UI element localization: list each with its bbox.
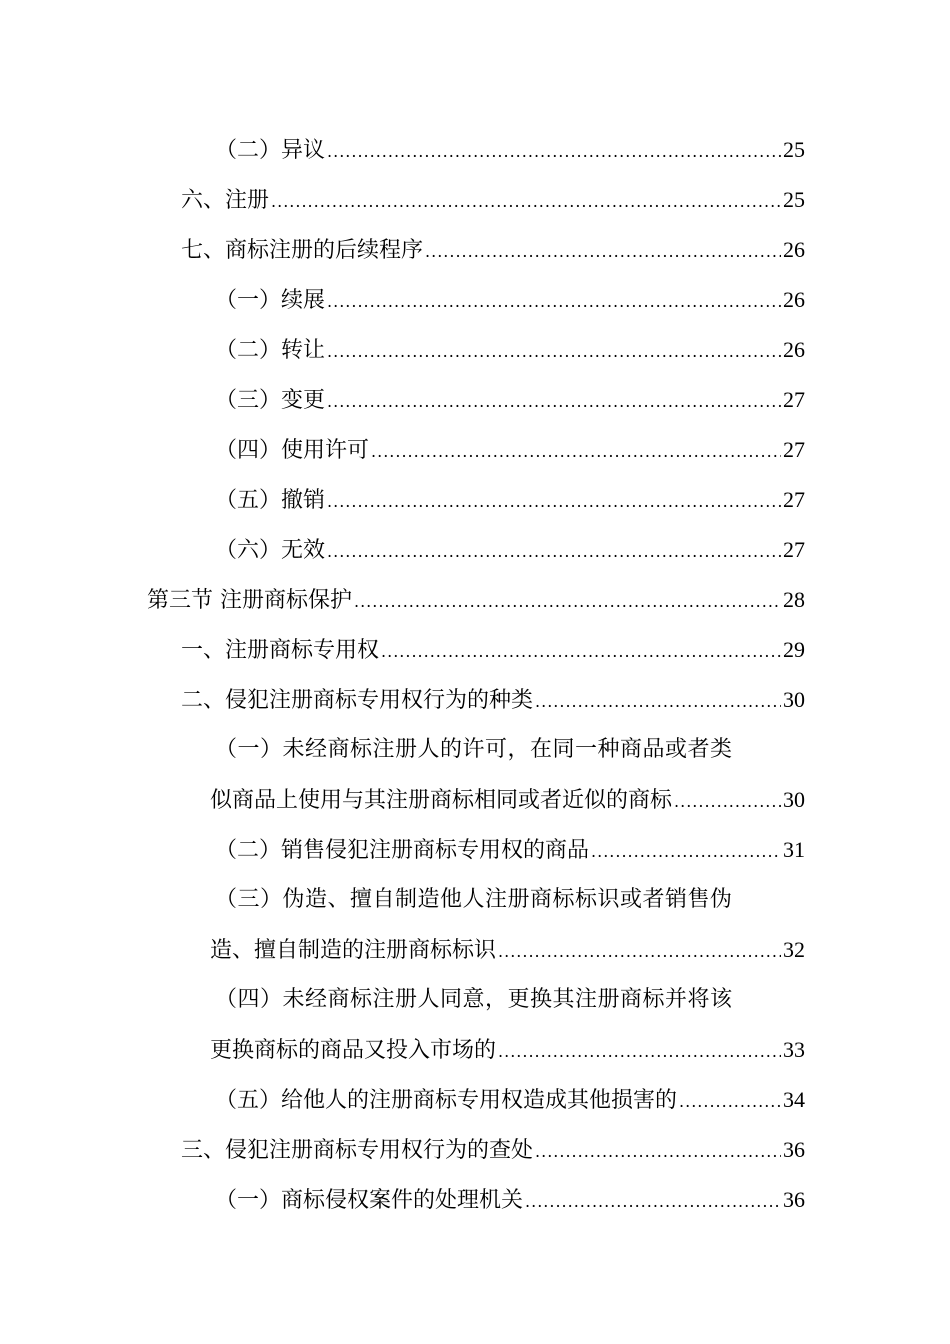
toc-entry[interactable]	[210, 875, 805, 975]
toc-entry[interactable]	[181, 1125, 805, 1175]
dot-leader	[327, 377, 781, 427]
dot-leader	[535, 1127, 781, 1177]
dot-leader	[679, 1077, 781, 1127]
toc-entry-page: 27	[783, 437, 805, 462]
toc-entry-title: （一）商标侵权案件的处理机关	[215, 1188, 524, 1213]
toc-entry-page: 27	[783, 387, 805, 412]
toc-entry-title: （三）变更	[215, 388, 326, 413]
toc-entry[interactable]	[215, 125, 805, 175]
toc-entry[interactable]	[215, 325, 805, 375]
dot-leader	[327, 127, 781, 177]
toc-entry-page: 27	[783, 487, 805, 512]
toc-entry-page: 27	[783, 537, 805, 562]
toc-entry[interactable]	[181, 675, 805, 725]
dot-leader	[327, 327, 781, 377]
toc-entry-page: 25	[783, 187, 805, 212]
toc-entry-title: （二）转让	[215, 338, 326, 363]
toc-entry[interactable]	[215, 425, 805, 475]
toc-entry[interactable]	[215, 525, 805, 575]
toc-entry-title: （二）销售侵犯注册商标专用权的商品	[215, 838, 590, 863]
toc-entry-title-line2: 造、擅自制造的注册商标标识	[210, 938, 497, 963]
dot-leader	[327, 277, 781, 327]
dot-leader	[535, 677, 781, 727]
dot-leader	[371, 427, 781, 477]
toc-entry-title: 第三节 注册商标保护	[147, 588, 352, 613]
toc-entry[interactable]	[215, 825, 805, 875]
dot-leader	[525, 1177, 781, 1227]
toc-entry-title-line1: （四）未经商标注册人同意，更换其注册商标并将该	[215, 987, 733, 1012]
toc-entry-title: （六）无效	[215, 538, 326, 563]
toc-entry-page: 25	[783, 137, 805, 162]
dot-leader	[381, 627, 781, 677]
toc-entry-page: 32	[783, 937, 805, 962]
toc-entry-title: 七、商标注册的后续程序	[181, 238, 424, 263]
toc-entry-page: 26	[783, 337, 805, 362]
toc-entry-title: （五）给他人的注册商标专用权造成其他损害的	[215, 1088, 678, 1113]
toc-entry-page: 30	[783, 787, 805, 812]
toc-entry-page: 29	[783, 637, 805, 662]
toc-entry-title: 三、侵犯注册商标专用权行为的查处	[181, 1138, 534, 1163]
toc-entry-page: 26	[783, 287, 805, 312]
toc-entry[interactable]	[215, 375, 805, 425]
dot-leader	[591, 827, 781, 877]
toc-entry-title-line2: 更换商标的商品又投入市场的	[210, 1038, 497, 1063]
dot-leader	[271, 177, 781, 227]
dot-leader	[674, 777, 781, 827]
toc-entry-page: 31	[783, 837, 805, 862]
toc-entry[interactable]	[181, 175, 805, 225]
toc-entry-title: 六、注册	[181, 188, 270, 213]
dot-leader	[498, 1027, 781, 1077]
toc-entry[interactable]	[215, 475, 805, 525]
toc-entry[interactable]	[181, 225, 805, 275]
toc-entry[interactable]	[181, 625, 805, 675]
dot-leader	[327, 477, 781, 527]
toc-entry-title: 二、侵犯注册商标专用权行为的种类	[181, 688, 534, 713]
toc-entry-title-line1: （三）伪造、擅自制造他人注册商标标识或者销售伪	[215, 887, 733, 912]
toc-entry[interactable]	[215, 1075, 805, 1125]
toc-entry-title: 一、注册商标专用权	[181, 638, 380, 663]
toc-entry-title: （二）异议	[215, 138, 326, 163]
toc-entry-page: 36	[783, 1187, 805, 1212]
toc-entry-page: 28	[783, 587, 805, 612]
dot-leader	[498, 927, 781, 977]
toc-entry-title-line1: （一）未经商标注册人的许可，在同一种商品或者类	[215, 737, 733, 762]
toc-entry-title: （五）撤销	[215, 488, 326, 513]
toc-entry[interactable]	[210, 725, 805, 825]
toc-entry-page: 33	[783, 1037, 805, 1062]
toc-entry-title: （一）续展	[215, 288, 326, 313]
dot-leader	[425, 227, 781, 277]
dot-leader	[354, 577, 781, 627]
dot-leader	[327, 527, 781, 577]
toc-entry[interactable]	[210, 975, 805, 1075]
toc-entry-page: 26	[783, 237, 805, 262]
toc-entry-title: （四）使用许可	[215, 438, 370, 463]
toc-entry-page: 30	[783, 687, 805, 712]
toc-entry[interactable]	[215, 1175, 805, 1225]
toc-entry[interactable]	[215, 275, 805, 325]
toc-entry-title-line2: 似商品上使用与其注册商标相同或者近似的商标	[210, 788, 673, 813]
toc-entry[interactable]	[147, 575, 805, 625]
toc-entry-page: 36	[783, 1137, 805, 1162]
toc-entry-page: 34	[783, 1087, 805, 1112]
